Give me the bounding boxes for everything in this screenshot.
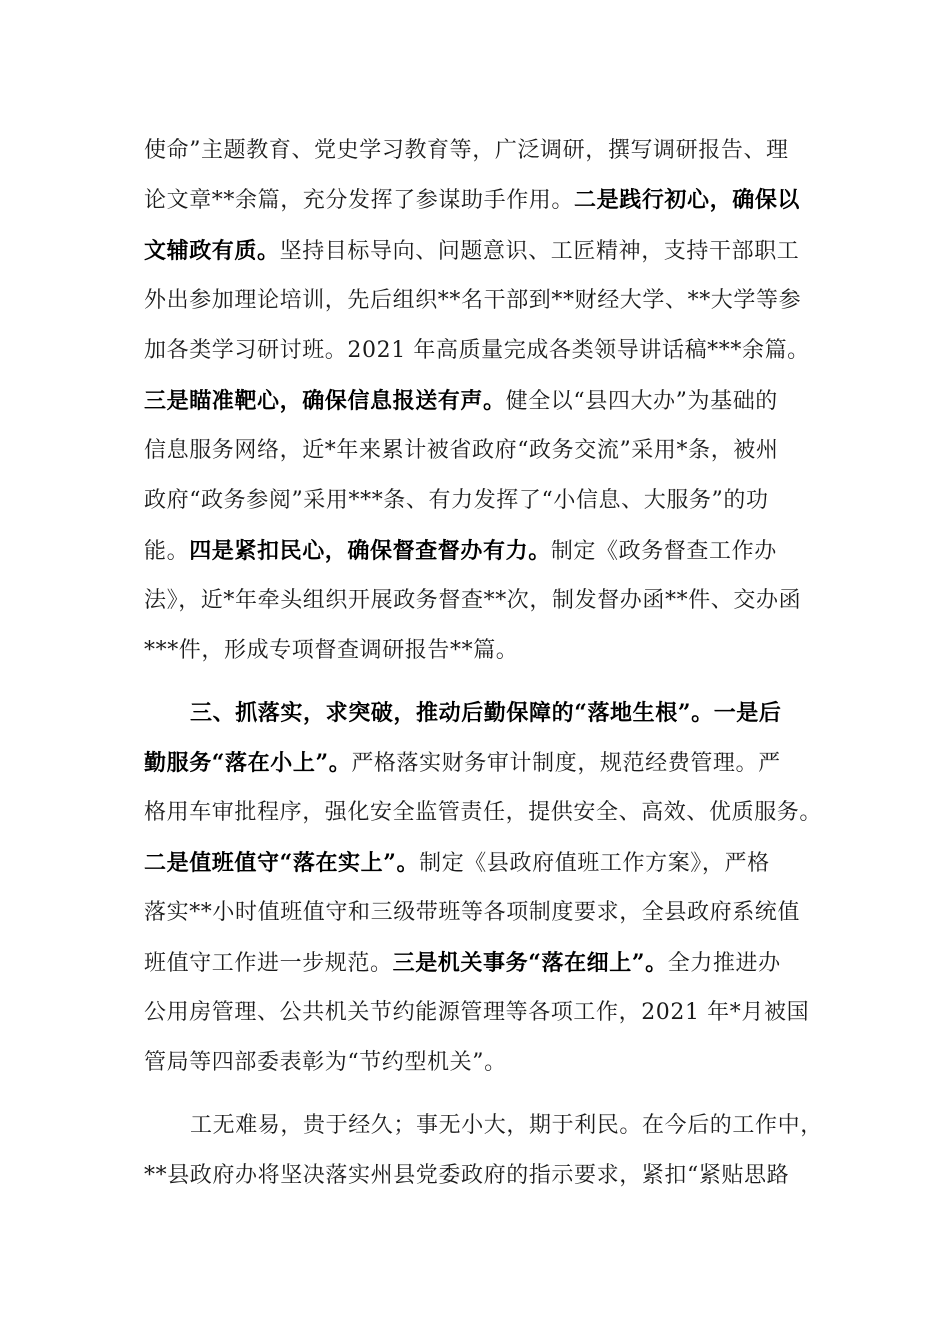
section-heading: 三、抓落实，求突破，推动后勤保障的“落地生根”。一是后 (190, 700, 782, 726)
text-run: 论文章**余篇，充分发挥了参谋助手作用。 (144, 188, 575, 213)
text-run: **县政府办将坚决落实州县党委政府的指示要求，紧扣“紧贴思路 (144, 1163, 790, 1188)
text-line (144, 136, 824, 166)
text-line (144, 586, 824, 616)
text-run: 严格落实财务审计制度，规范经费管理。严 (351, 751, 781, 776)
bold-heading-run: 三是瞄准靶心，确保信息报送有声。 (144, 388, 506, 414)
text-line (144, 286, 824, 316)
text-run: 能。 (144, 539, 190, 564)
text-run: 健全以“县四大办”为基础的 (505, 389, 778, 414)
text-line (144, 748, 824, 779)
text-line (144, 486, 824, 516)
text-run: 外出参加理论培训，先后组织**名干部到**财经大学、**大学等参 (144, 288, 802, 313)
text-run: 加各类学习研讨班。2021 年高质量完成各类领导讲话稿***余篇。 (144, 338, 810, 363)
text-line (144, 998, 824, 1028)
bold-heading-run: 勤服务“落在小上”。 (144, 750, 352, 776)
text-run: 制定《县政府值班工作方案》，严格 (419, 851, 770, 876)
text-line (144, 948, 824, 979)
text-line (190, 698, 830, 729)
text-line (144, 898, 824, 928)
text-line (144, 436, 824, 466)
bold-heading-run: 二是践行初心，确保以 (574, 187, 801, 213)
text-run: 落实**小时值班值守和三级带班等各项制度要求，全县政府系统值 (144, 900, 801, 925)
text-run: 法》，近*年牵头组织开展政务督查**次，制发督办函**件、交办函 (144, 588, 802, 613)
bold-heading-run: 二是值班值守“落在实上”。 (144, 850, 420, 876)
text-run: 管局等四部委表彰为“节约型机关”。 (144, 1050, 507, 1075)
text-line (144, 336, 824, 366)
text-run: 信息服务网络，近*年来累计被省政府“政务交流”采用*条，被州 (144, 438, 779, 463)
text-run: 坚持目标导向、问题意识、工匠精神，支持干部职工 (279, 239, 800, 264)
bold-heading-run: 文辅政有质。 (144, 238, 280, 264)
text-run: 使命”主题教育、党史学习教育等，广泛调研，撰写调研报告、理 (144, 138, 789, 163)
text-line (144, 536, 824, 567)
text-run: 工无难易，贵于经久；事无小大，期于利民。在今后的工作中， (190, 1113, 823, 1138)
text-run: 格用车审批程序，强化安全监管责任，提供安全、高效、优质服务。 (144, 800, 823, 825)
text-run: 政府“政务参阅”采用***条、有力发挥了“小信息、大服务”的功 (144, 488, 769, 513)
bold-heading-run: 四是紧扣民心，确保督查督办有力。 (189, 538, 551, 564)
text-run: 公用房管理、公共机关节约能源管理等各项工作，2021 年*月被国 (144, 1000, 810, 1025)
text-line (144, 386, 824, 417)
bold-heading-run: 三是机关事务“落在细上”。 (392, 950, 668, 976)
text-line (144, 185, 824, 216)
text-line (144, 798, 824, 828)
text-run: 班值守工作进一步规范。 (144, 951, 393, 976)
text-line (144, 1048, 824, 1078)
text-line (144, 1161, 824, 1191)
text-line (144, 636, 824, 666)
text-line (190, 1111, 830, 1141)
text-run: 全力推进办 (667, 951, 781, 976)
text-line (144, 236, 824, 267)
text-run: 制定《政务督查工作办 (550, 539, 777, 564)
text-run: ***件，形成专项督查调研报告**篇。 (144, 638, 519, 663)
text-line (144, 848, 824, 879)
